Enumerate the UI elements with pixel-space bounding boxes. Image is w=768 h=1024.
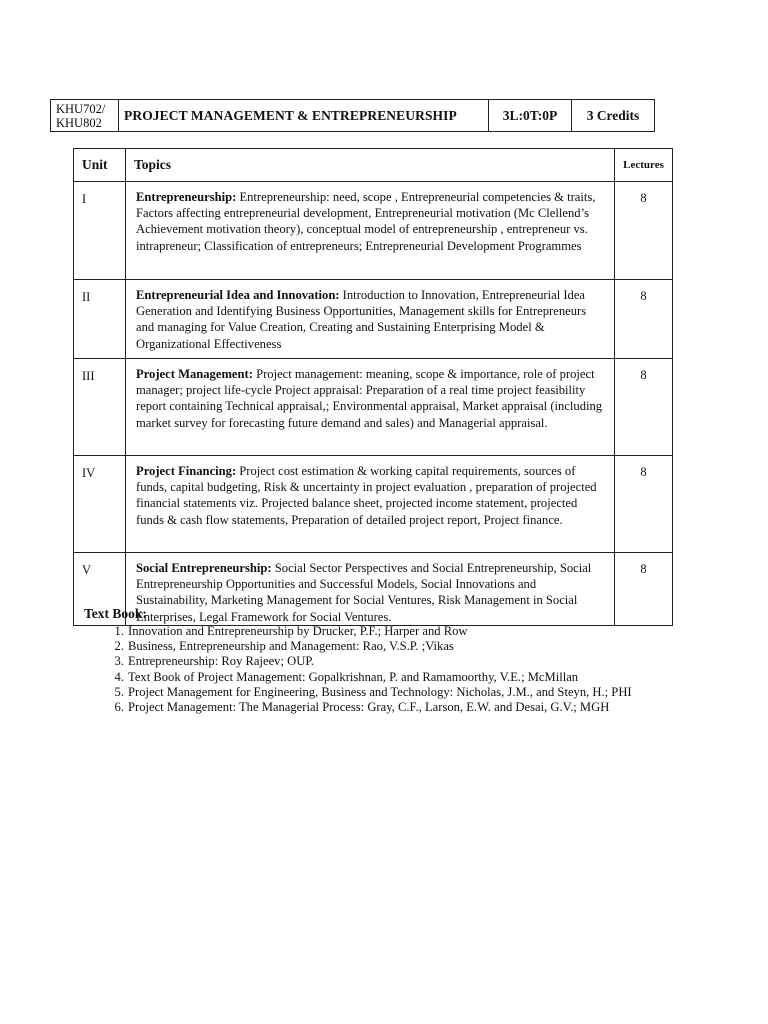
course-title: PROJECT MANAGEMENT & ENTREPRENEURSHIP: [119, 100, 489, 132]
lecture-count: 8: [615, 456, 673, 553]
textbook-item-number: 2.: [114, 639, 124, 654]
unit-description: Social Sector Perspectives and Social Entrepreneurship, Social Entrepreneurship Opportunities and Successful Models, Social Innovations and Sustainability, Marketing Management for Social Ventures, Risk Management in Social Enterprises, Legal Framework for Social Ventures.: [136, 561, 592, 624]
unit-topics: [126, 456, 615, 553]
unit-description: Entrepreneurship: need, scope , Entrepreneurial competencies & traits, Factors affecting entrepreneurial development, Entrepreneurial motivation (Mc Clellend’s Achievement motivation theory), conceptual model of entrepreneurship , entrepreneur vs. intrapreneur; Classification of entrepreneurs; Entrepreneurial Development Programmes: [136, 190, 596, 253]
course-header-table: [50, 99, 655, 132]
unit-number: III: [74, 359, 126, 456]
lecture-count: 8: [615, 359, 673, 456]
textbook-list: [84, 624, 684, 715]
syllabus-table: [73, 148, 673, 626]
textbook-item-text: Entrepreneurship: Roy Rajeev; OUP.: [128, 654, 315, 669]
column-header-topics: Topics: [126, 149, 615, 182]
column-header-lectures: Lectures: [615, 149, 673, 182]
textbook-item-number: 4.: [114, 669, 124, 684]
unit-number: II: [74, 280, 126, 359]
textbook-item: [84, 654, 684, 669]
textbook-item-number: 3.: [114, 654, 124, 669]
textbook-item: [84, 670, 684, 685]
unit-heading: Entrepreneurial Idea and Innovation:: [136, 288, 340, 302]
course-code-line-1: KHU702/: [56, 101, 106, 116]
unit-description: Project management: meaning, scope & importance, role of project manager; project life-cycle Project appraisal: Preparation of a real time project feasibility report containing Technical appraisal,; Environmental appraisal, Market appraisal (including market survey for forecasting future demand and sales) and Managerial appraisal.: [136, 367, 603, 430]
course-code-line-2: KHU802: [56, 115, 102, 130]
unit-description: Introduction to Innovation, Entrepreneurial Idea Generation and Identifying Business Opportunities, Management skills for Entrepreneurs and managing for Value Creation, Creating and Sustaining Enterprising Model & Organizational Effectiveness: [136, 288, 587, 351]
unit-number: V: [74, 553, 126, 626]
course-header-row: [51, 100, 655, 132]
textbook-item: [84, 700, 684, 715]
lecture-count: 8: [615, 280, 673, 359]
textbook-item: [84, 639, 684, 654]
syllabus-row: [74, 280, 673, 359]
textbook-item: [84, 624, 684, 639]
syllabus-header-row: [74, 149, 673, 182]
unit-heading: Entrepreneurship:: [136, 190, 237, 204]
textbook-item-text: Project Management: The Managerial Process: Gray, C.F., Larson, E.W. and Desai, G.V.; MGH: [128, 700, 610, 715]
unit-topics: [126, 182, 615, 280]
unit-number: I: [74, 182, 126, 280]
syllabus-row: [74, 182, 673, 280]
unit-topics: [126, 359, 615, 456]
syllabus-row: [74, 456, 673, 553]
unit-heading: Social Entrepreneurship:: [136, 561, 272, 575]
unit-number: IV: [74, 456, 126, 553]
unit-description: Project cost estimation & working capital requirements, sources of funds, capital budgeting, Risk & uncertainty in project evaluation , preparation of projected financial statements viz. Projected balance sheet, projected income statement, projected funds & cash flow statements, Preparation of detailed project report, Project finance.: [136, 464, 597, 527]
textbook-item-text: Text Book of Project Management: Gopalkrishnan, P. and Ramamoorthy, V.E.; McMillan: [128, 669, 579, 684]
lecture-tutorial-practical: 3L:0T:0P: [489, 100, 572, 132]
course-code-cell: [51, 100, 119, 132]
unit-heading: Project Financing:: [136, 464, 237, 478]
course-credits: 3 Credits: [572, 100, 655, 132]
textbook-item-number: 6.: [114, 700, 124, 715]
textbook-item-number: 1.: [114, 624, 124, 638]
textbook-item-text: Business, Entrepreneurship and Management: Rao, V.S.P. ;Vikas: [128, 639, 454, 654]
textbook-item: [84, 685, 684, 700]
textbook-item-text: Project Management for Engineering, Business and Technology: Nicholas, J.M., and Steyn, H.; PHI: [128, 684, 632, 699]
textbook-item-number: 5.: [114, 684, 124, 699]
unit-topics: [126, 280, 615, 359]
syllabus-row: [74, 359, 673, 456]
textbook-section: [84, 606, 684, 715]
textbook-item-text: Innovation and Entrepreneurship by Drucker, P.F.; Harper and Row: [128, 624, 468, 638]
textbook-heading: Text Book:: [84, 606, 147, 621]
column-header-unit: Unit: [74, 149, 126, 182]
lecture-count: 8: [615, 553, 673, 626]
unit-heading: Project Management:: [136, 367, 253, 381]
lecture-count: 8: [615, 182, 673, 280]
